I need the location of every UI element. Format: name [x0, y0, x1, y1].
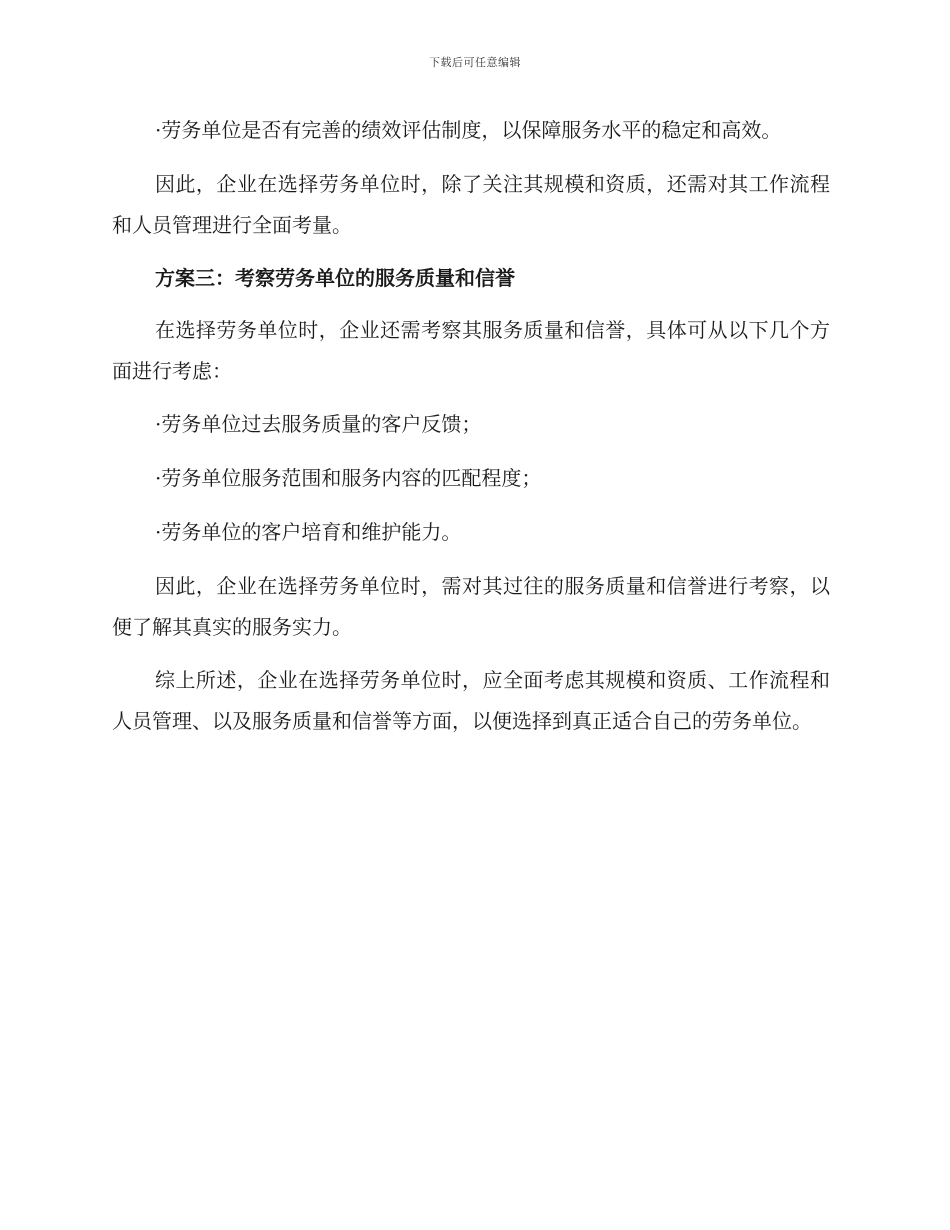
- paragraph-workflow-summary: 因此，企业在选择劳务单位时，除了关注其规模和资质，还需对其工作流程和人员管理进行全面考量。: [112, 172, 830, 237]
- document-body: [112, 110, 830, 754]
- paragraph-plan-three-intro: 在选择劳务单位时，企业还需考察其服务质量和信誉，具体可从以下几个方面进行考虑：: [112, 318, 830, 383]
- paragraph-quality-summary: 因此，企业在选择劳务单位时，需对其过往的服务质量和信誉进行考察，以便了解其真实的服务实力。: [112, 574, 830, 639]
- bullet-item-service-scope: ·劳务单位服务范围和服务内容的匹配程度；: [155, 466, 542, 490]
- bullet-item-client-maintenance: ·劳务单位的客户培育和维护能力。: [155, 520, 462, 544]
- paragraph-conclusion: 综上所述，企业在选择劳务单位时，应全面考虑其规模和资质、工作流程和人员管理、以及服务质量和信誉等方面，以便选择到真正适合自己的劳务单位。: [112, 668, 830, 733]
- bullet-item-customer-feedback: ·劳务单位过去服务质量的客户反馈；: [155, 412, 482, 436]
- bullet-item-evaluation-system: ·劳务单位是否有完善的绩效评估制度，以保障服务水平的稳定和高效。: [155, 118, 782, 142]
- page-header: 下载后可任意编辑: [429, 56, 521, 69]
- section-heading-plan-three: 方案三：考察劳务单位的服务质量和信誉: [155, 266, 515, 290]
